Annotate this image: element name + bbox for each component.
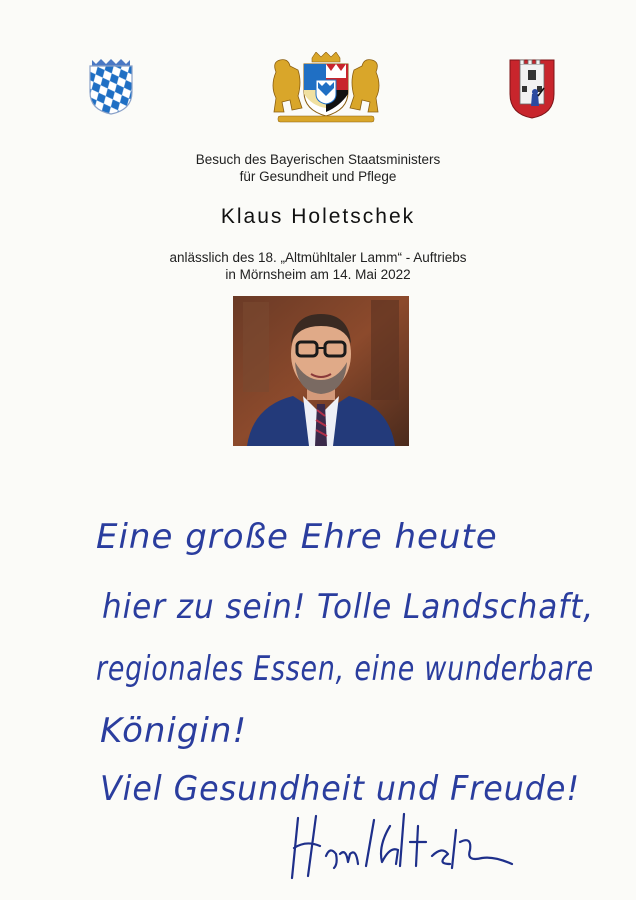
handwritten-line-5: Viel Gesundheit und Freude! — [100, 769, 580, 809]
handwritten-line-2: hier zu sein! Tolle Landschaft, — [102, 587, 594, 627]
header-line-1: Besuch des Bayerischen Staatsministers — [195, 152, 441, 167]
occasion-line-1: anlässlich des 18. „Altmühltaler Lamm“ - Auftriebs — [169, 250, 467, 265]
minister-name: Klaus Holetschek — [220, 205, 416, 228]
handwritten-line-3: regionales Essen, eine wunderbare — [96, 649, 594, 689]
handwritten-line-4: Königin! — [100, 711, 248, 751]
handwritten-signature — [286, 806, 522, 886]
handwritten-line-1: Eine große Ehre heute — [96, 517, 498, 557]
occasion-line-2: in Mörnsheim am 14. Mai 2022 — [225, 267, 411, 282]
header-line-2: für Gesundheit und Pflege — [239, 169, 397, 184]
